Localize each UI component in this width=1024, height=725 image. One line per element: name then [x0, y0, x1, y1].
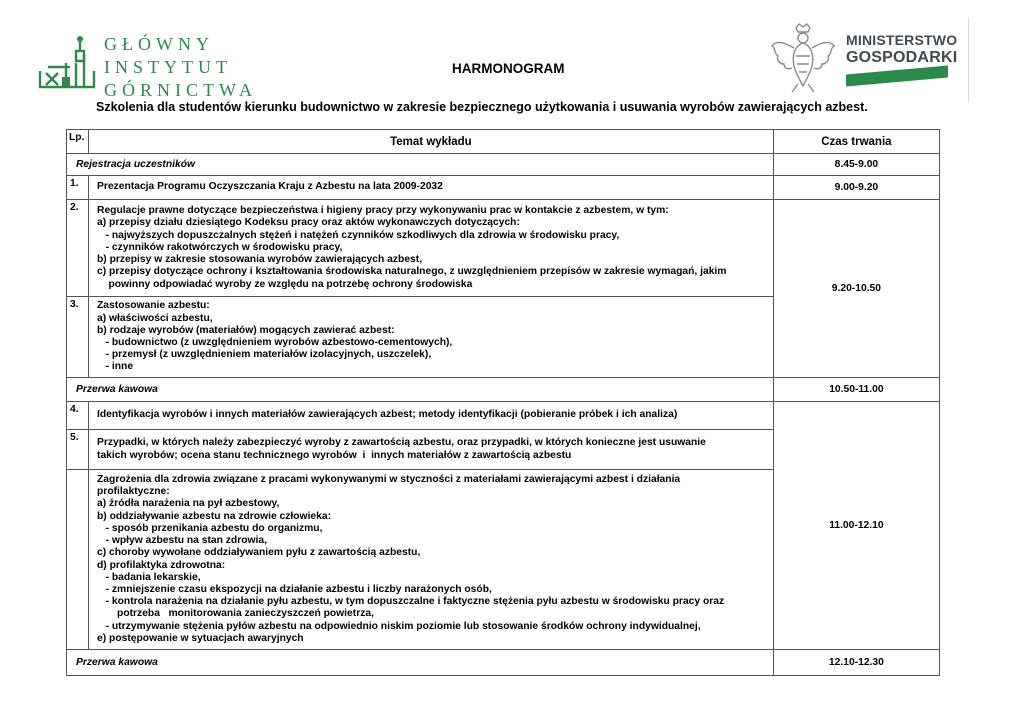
ministry-name-line-2: GOSPODARKI: [846, 49, 958, 66]
row-3-line: - inne: [97, 361, 134, 373]
table-row: [67, 200, 940, 297]
institute-name-line-1: GŁÓWNY: [104, 34, 214, 54]
header-time: Czas trwania: [773, 130, 939, 154]
row-6-line: - zmniejszenie czasu ekspozycji na działanie azbestu i liczby narażonych osób,: [97, 583, 492, 595]
document-title: HARMONOGRAM: [452, 61, 565, 76]
ministry-logo: [770, 18, 968, 102]
schedule-table: [66, 129, 940, 676]
row-3-topic: [89, 297, 774, 378]
ministry-green-band: [846, 66, 948, 87]
row-6-line: - sposób przenikania azbestu do organizmu,: [97, 522, 323, 534]
row-4-lp: 4.: [67, 402, 89, 430]
row-2-lp: 2.: [67, 200, 89, 297]
row-5-line: takich wyrobów; ocena stanu technicznego wyrobów i innych materiałów z zawartością azbestu: [97, 449, 572, 461]
row-6-line: b) oddziaływanie azbestu na zdrowie człowieka:: [97, 510, 332, 522]
break-2-time: 12.10-12.30: [773, 650, 939, 676]
row-6-line: c) choroby wywołane oddziaływaniem pyłu z zawartością azbestu,: [97, 547, 421, 559]
row-6-line: d) profilaktyka zdrowotna:: [97, 559, 226, 571]
row-6-line: - wpływ azbestu na stan zdrowia,: [97, 535, 267, 547]
row-1-topic: Prezentacja Programu Oczyszczania Kraju z Azbestu na lata 2009-2032: [89, 176, 774, 200]
institute-name-line-3: GÓRNICTWA: [104, 80, 257, 100]
table-row: [67, 176, 940, 200]
table-header-row: [67, 130, 940, 154]
registration-label: Rejestracja uczestników: [67, 154, 774, 176]
row-6-line: profilaktyczne:: [97, 486, 170, 498]
ministry-name: [846, 32, 957, 66]
row-2-line: a) przepisy działu dziesiątego Kodeksu pracy oraz aktów wykonawczych dotyczących:: [97, 217, 520, 229]
institute-name: [104, 33, 257, 102]
break-1-time: 10.50-11.00: [773, 378, 939, 402]
row-6-line: a) źródła narażenia na pył azbestowy,: [97, 498, 280, 510]
row-6-line: Zagrożenia dla zdrowia związane z pracami wykonywanymi w styczności z materiałami zawierającymi azbest i działania: [97, 474, 681, 486]
document-subtitle: Szkolenia dla studentów kierunku budownictwo w zakresie bezpiecznego użytkowania i usuwania wyrobów zawierających azbest.: [96, 100, 868, 114]
block-1-time: 9.20-10.50: [773, 200, 939, 378]
row-5-line: Przypadki, w których należy zabezpieczyć wyroby z zawartością azbestu, oraz przypadki, w których konieczne jest usuwanie: [97, 437, 706, 449]
row-5-topic: [89, 430, 774, 470]
row-3-line: - budownictwo (z uwzględnieniem wyrobów azbestowo-cementowych),: [97, 337, 453, 348]
institute-logo: [36, 33, 257, 100]
row-2-line: Regulacje prawne dotyczące bezpieczeństwa i higieny pracy przy wykonywaniu prac w kontakcie z azbestem, w tym:: [97, 205, 669, 217]
row-3-lp: 3.: [67, 297, 89, 378]
row-6-topic: [89, 470, 774, 650]
header-lp: Lp.: [67, 130, 89, 154]
row-1-lp: 1.: [67, 176, 89, 200]
registration-time: 8.45-9.00: [773, 154, 939, 176]
row-2-line: c) przepisy dotyczące ochrony i kształtowania środowiska naturalnego, z uwzględnieniem przepisów w zakresie wymagań, jakim: [97, 266, 727, 278]
row-6-lp: [67, 470, 89, 650]
row-2-line: - najwyższych dopuszczalnych stężeń i natężeń czynników szkodliwych dla zdrowia w środowisku pracy,: [97, 229, 620, 241]
ministry-logo-divider: [968, 18, 969, 102]
row-2-topic: [89, 200, 774, 297]
row-3-line: a) właściwości azbestu,: [97, 312, 213, 324]
row-2-line: powinny odpowiadać wyroby ze względu na potrzebę ochrony środowiska: [97, 278, 473, 290]
row-6-line: - kontrola narażenia na działanie pyłu azbestu, w tym dopuszczalne i faktyczne stężenia pyłu azbestu w środowisku pracy oraz: [97, 596, 725, 608]
row-4-topic: Identyfikacja wyrobów i innych materiałów zawierających azbest; metody identyfikacji (pobieranie próbek i ich analiza): [89, 402, 774, 430]
row-6-line: - badania lekarskie,: [97, 571, 201, 583]
break-row: [67, 650, 940, 676]
row-6-line: - utrzymywanie stężenia pyłów azbestu na odpowiednio niskim poziomie lub stosowanie środków ochrony indywidualnej,: [97, 620, 701, 632]
registration-row: [67, 154, 940, 176]
row-3-line: - przemysł (z uwzględnieniem materiałów izolacyjnych, uszczelek),: [97, 349, 432, 361]
row-1-time: 9.00-9.20: [773, 176, 939, 200]
row-6-line: potrzeba monitorowania zanieczyszczeń powietrza,: [97, 608, 374, 620]
break-2-label: Przerwa kawowa: [67, 650, 774, 676]
polish-eagle-icon: [770, 22, 836, 94]
institute-name-line-2: INSTYTUT: [104, 57, 232, 77]
row-5-lp: 5.: [67, 430, 89, 470]
row-2-line: b) przepisy w zakresie stosowania wyrobów zawierających azbest,: [97, 254, 423, 266]
row-6-line: e) postępowanie w sytuacjach awaryjnych: [97, 632, 304, 644]
row-3-line: b) rodzaje wyrobów (materiałów) mogących zawierać azbest:: [97, 324, 395, 336]
break-row: [67, 378, 940, 402]
header-topic: Temat wykładu: [89, 130, 774, 154]
break-1-label: Przerwa kawowa: [67, 378, 774, 402]
row-2-line: - czynników rakotwórczych w środowisku pracy,: [97, 241, 343, 253]
block-2-time: 11.00-12.10: [773, 402, 939, 650]
mining-emblem-icon: [36, 33, 98, 91]
table-row: [67, 402, 940, 430]
row-3-line: Zastosowanie azbestu:: [97, 300, 210, 312]
ministry-name-line-1: MINISTERSTWO: [846, 32, 958, 48]
